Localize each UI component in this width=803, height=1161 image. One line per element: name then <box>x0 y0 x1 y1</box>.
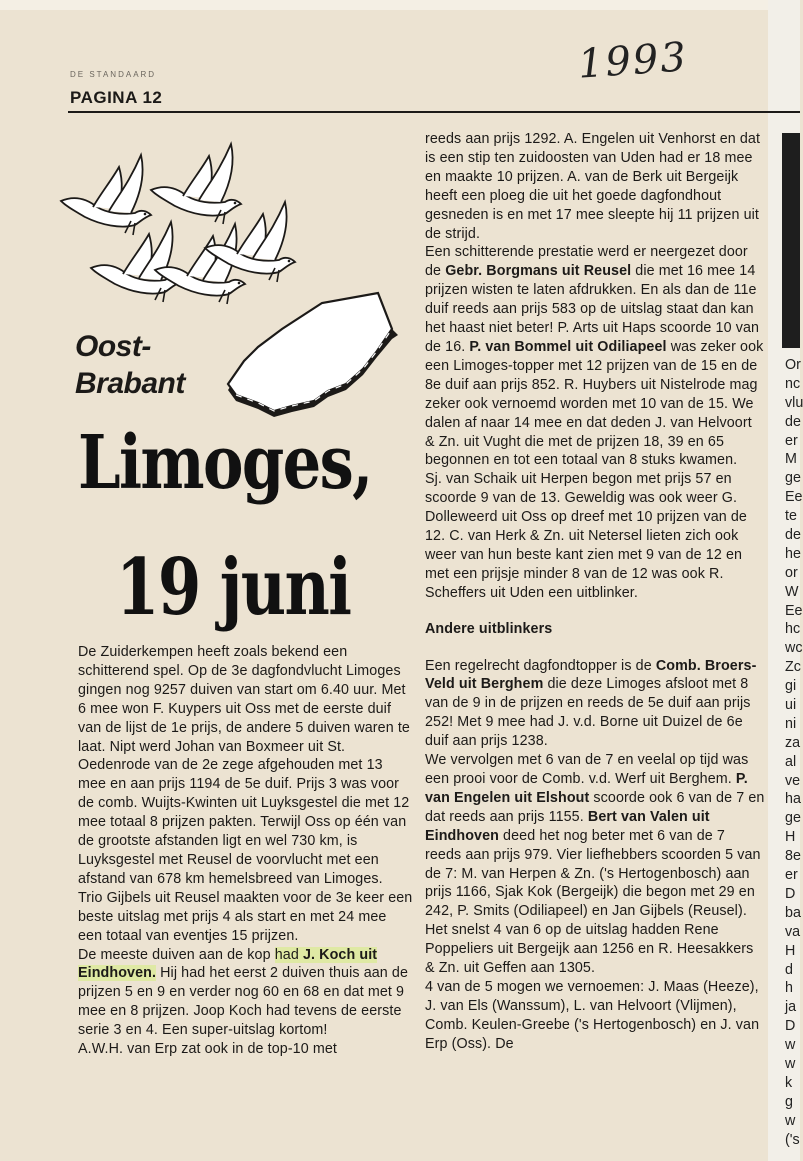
edge-fragment: ve <box>785 772 801 789</box>
text-run: Een regelrecht dagfondtopper is de <box>425 657 656 674</box>
region-label <box>75 328 185 402</box>
adjacent-column-fragments <box>785 356 803 1149</box>
text-run: We vervolgen met 6 van de 7 en veelal op tijd was een prooi voor de Comb. v.d. Werf uit Berghem. <box>425 752 749 787</box>
edge-fragment: k <box>785 1074 793 1091</box>
bold-name: Gebr. Borgmans uit Reusel <box>445 263 632 280</box>
edge-fragment: ni <box>785 715 797 732</box>
text-run: die deze Limoges afsloot met 8 van de 9 in de prijzen en reeds de 5e duif aan prijs 252! Met 9 mee had J. v.d. Borne uit Duizel de 6e duif aan prijs 1238. <box>425 676 751 750</box>
right-column <box>425 130 765 1054</box>
paragraph <box>425 657 765 752</box>
edge-fragment: nc <box>785 375 801 392</box>
edge-fragment: d <box>785 961 793 978</box>
edge-fragment: w <box>785 1037 796 1054</box>
edge-fragment: de <box>785 413 801 430</box>
edge-fragment: ha <box>785 791 801 808</box>
edge-fragment: de <box>785 527 801 544</box>
paragraph: A.W.H. van Erp zat ook in de top-10 met <box>78 1041 337 1058</box>
pigeons-illustration <box>55 140 305 310</box>
paper-top-edge <box>0 0 800 10</box>
edge-fragment: D <box>785 885 796 902</box>
edge-fragment: or <box>785 564 798 581</box>
edge-fragment: va <box>785 923 801 940</box>
paragraph <box>425 751 765 921</box>
text-run: Een schitterende prestatie werd er neergezet door de <box>425 244 748 280</box>
paragraph <box>78 946 414 1041</box>
edge-fragment: Zc <box>785 659 801 676</box>
paragraph: Sj. van Schaik uit Herpen begon met prijs 57 en scoorde 9 van de 13. Geweldig was ook weer G. Dolleweerd uit Oss op dreef met 10 prijzen van de 12. C. van Herk & Zn. uit Netersel lieten zich ook weer van hun beste kant zien met 9 van de 12 en met een prijsje minder 8 van de 12 was ook R. Scheffers uit Uden een uitblinker. <box>425 471 747 601</box>
paragraph: reeds aan prijs 1292. A. Engelen uit Venhorst en dat is een stip ten zuidoosten van Uden had er 18 mee en maakte 10 prijzen. A. van de Berk uit Bergeijk heeft een ploeg die uit het goede dagfondhout gesneden is en met 17 mee sleepte hij 11 prijzen uit de strijd. <box>425 131 761 242</box>
edge-fragment: za <box>785 734 801 751</box>
edge-fragment: Ee <box>785 489 803 506</box>
edge-fragment: Or <box>785 357 801 373</box>
edge-fragment: 8e <box>785 848 801 865</box>
paragraph: Trio Gijbels uit Reusel maakten voor de 3e keer een beste uitslag met prijs 4 als start en met 24 mee een totaal van eventjes 15 prijzen. <box>78 889 413 944</box>
subheading: Andere uitblinkers <box>425 620 553 637</box>
edge-fragment: ui <box>785 697 797 714</box>
edge-fragment: W <box>785 583 799 600</box>
pigeon-1 <box>61 155 151 235</box>
headline-line-2: 19 juni <box>116 542 351 633</box>
edge-fragment: he <box>785 545 801 562</box>
edge-fragment: vlu <box>785 394 803 411</box>
edge-fragment: D <box>785 1018 796 1035</box>
edge-fragment: ('s <box>785 1131 800 1148</box>
page-label: PAGINA 12 <box>70 88 163 107</box>
edge-fragment: ge <box>785 470 801 487</box>
bold-name: Comb. Broers-Veld uit Berghem <box>425 657 757 693</box>
text-run: deed het nog beter met 6 van de 7 reeds aan prijs 979. Vier liefhebbers scoorden 5 van de 7: M. van Herpen & Zn. ('s Hertogenbosch) aan prijs 1166, Sjak Kok (Bergeijk) die begon met 29 en 242, P. Smits (Odiliapeel) en Jan Gijbels (Reusel). <box>425 827 761 920</box>
paragraph <box>425 243 765 470</box>
edge-fragment: M <box>785 451 797 468</box>
region-map-icon <box>222 295 402 425</box>
edge-fragment: w <box>785 1055 796 1072</box>
headline-line-1: Limoges, <box>78 420 372 506</box>
edge-fragment: wc <box>785 640 803 657</box>
edge-fragment: H <box>785 829 796 846</box>
text-run: had <box>274 946 303 963</box>
adjacent-page-dark-block <box>782 133 800 348</box>
text-run: scoorde ook 6 van de 7 en dat reeds aan prijs 1155. <box>425 789 765 825</box>
paragraph: Het snelst 4 van 6 op de uitslag hadden Rene Poppeliers uit Bergeijk aan 1256 en R. Heesakkers & Zn. uit Geffen aan 1305. <box>425 922 754 977</box>
edge-fragment: gi <box>785 678 797 695</box>
edge-fragment: Ee <box>785 602 803 619</box>
region-line-1: Oost- <box>75 330 151 363</box>
text-run: De meeste duiven aan de kop <box>78 946 275 963</box>
edge-fragment: hc <box>785 621 801 638</box>
edge-fragment: er <box>785 867 798 884</box>
edge-fragment: h <box>785 980 793 997</box>
paragraph: 4 van de 5 mogen we vernoemen: J. Maas (Heeze), J. van Els (Wanssum), L. van Helvoort (Vlijmen), Comb. Keulen-Greebe ('s Hertogenbosch) en J. van Erp (Oss). De <box>425 978 760 1052</box>
text-run: was zeker ook een Limoges-topper met 12 prijzen van de 15 en de 8e duif aan prijs 852. R. Huybers uit Nistelrode mag zeker ook vernoemd worden met 10 van de 15. We dalen af naar 14 mee en dat deden J. van Helvoort & Zn. uit Vught die met de prijzen 18, 39 en 65 begonnen en tot een totaal van 8 stuks kwamen. <box>425 338 764 469</box>
edge-fragment: al <box>785 753 797 770</box>
bold-name: P. van Bommel uit Odiliapeel <box>469 338 667 355</box>
edge-fragment: ba <box>785 904 801 921</box>
edge-fragment: ge <box>785 810 801 827</box>
edge-fragment: te <box>785 508 797 525</box>
header-rule <box>68 111 800 113</box>
pigeon-2 <box>151 144 241 224</box>
edge-fragment: H <box>785 942 796 959</box>
text-run: Hij had het eerst 2 duiven thuis aan de prijzen 5 en 9 en verder nog 60 en 68 en dat met 9 mee en 8 prijzen. Joop Koch had tevens de eerste serie 3 en 4. Een super-uitslag kortom! <box>78 965 409 1039</box>
left-column <box>78 643 414 1059</box>
text-run: die met 16 mee 14 prijzen wisten te laten afdrukken. En als dan de 11e duif reeds aan prijs 583 op de uitslag staat dan kan het haast niet beter! P. Arts uit Haps scoorde 10 van de 16. <box>425 263 760 355</box>
edge-fragment: er <box>785 432 798 449</box>
edge-fragment: w <box>785 1112 796 1129</box>
bold-name: Bert van Valen uit Eindhoven <box>425 808 710 844</box>
pigeon-3 <box>91 222 181 302</box>
paragraph: De Zuiderkempen heeft zoals bekend een schitterend spel. Op de 3e dagfondvlucht Limoges gingen nog 9257 duiven van start om 6.40 uur. Met 6 mee won F. Kuypers uit Oss met de eerste duif van de lijst de 1e prijs, de andere 5 duiven waren te laat. Nipt werd Johan van Boxmeer uit St. Oedenrode van de 2e zege afgehouden met 13 mee en aan prijs 1194 de 5e duif. Prijs 3 was voor de comb. Wuijts-Kwinten uit Luyksgestel die met 12 mee totaal 8 prijzen pakten. Terwijl Oss op één van de grootste afstanden ligt en wel 730 km, is Luyksgestel met Reusel de voorvlucht met een afstand van 678 km hemelsbreed van Limoges. <box>78 644 410 887</box>
masthead: DE STANDAARD <box>70 70 157 79</box>
edge-fragment: ja <box>785 999 797 1016</box>
bold-name: P. van Engelen uit Elshout <box>425 771 748 806</box>
handwritten-year: 1993 <box>576 34 690 88</box>
highlighted-name: J. Koch uit Eindhoven. <box>78 946 378 982</box>
edge-fragment: g <box>785 1093 793 1110</box>
region-line-2: Brabant <box>75 367 185 400</box>
